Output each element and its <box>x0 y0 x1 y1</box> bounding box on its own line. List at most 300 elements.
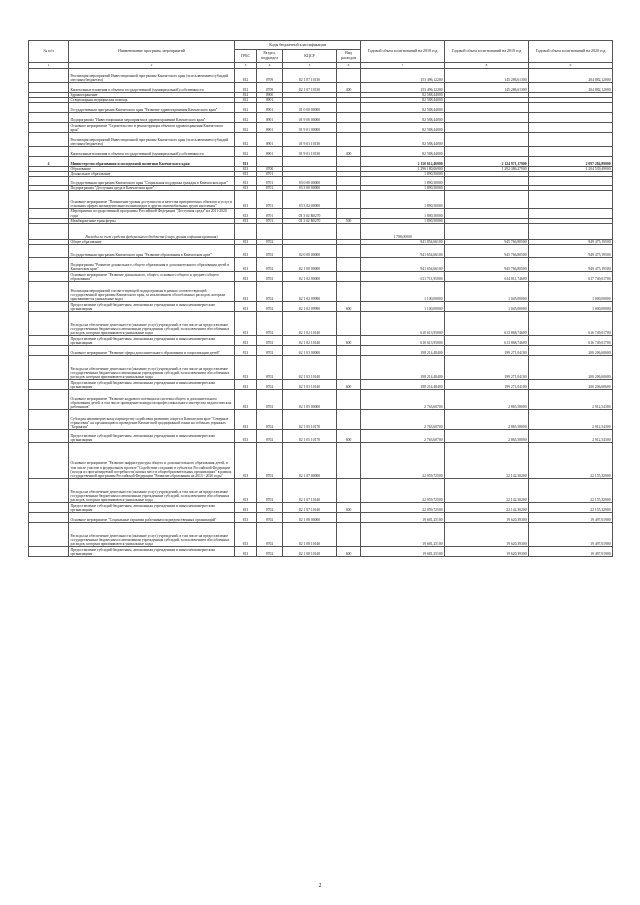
row-vr <box>337 113 361 123</box>
row-amount-2018: 153 496,12200 <box>361 83 445 93</box>
row-amount-2018: 610 613,95000 <box>361 335 445 345</box>
row-razdel: 0702 <box>257 546 283 556</box>
row-razdel: 0701 <box>257 218 283 223</box>
row-name: Основное мероприятие "Развитие дошкольного, общего, основного общего и среднего общего образования" <box>69 271 235 281</box>
row-razdel: 0702 <box>257 429 283 442</box>
row-number <box>29 257 69 271</box>
column-index-cell: 6 <box>337 63 361 69</box>
row-grbs: 812 <box>235 69 257 83</box>
row-amount-2020: 1 000,00000 <box>529 281 613 301</box>
row-amount-2019 <box>445 209 529 218</box>
row-amount-2019 <box>445 223 529 239</box>
row-vr: 600 <box>337 379 361 389</box>
row-number <box>29 546 69 556</box>
table-row <box>29 301 613 311</box>
row-amount-2019 <box>445 147 529 157</box>
row-razdel: 0702 <box>257 244 283 257</box>
row-vr: 600 <box>337 335 361 345</box>
row-number <box>29 442 69 478</box>
row-razdel: 0901 <box>257 133 283 147</box>
row-amount-2020 <box>529 123 613 133</box>
row-razdel: 0901 <box>257 123 283 133</box>
column-index-cell: 8 <box>445 63 529 69</box>
row-vr: 400 <box>337 83 361 93</box>
row-amount-2019: 613 868,74600 <box>445 311 529 335</box>
row-amount-2019: 22 142,30200 <box>445 478 529 502</box>
row-kcsr: 02 1 05 10170 <box>283 409 337 429</box>
row-vr: 400 <box>337 147 361 157</box>
row-vr <box>337 133 361 147</box>
row-razdel: 0709 <box>257 69 283 83</box>
table-body <box>29 63 613 557</box>
row-razdel: 0702 <box>257 442 283 478</box>
row-name: Предоставление субсидий бюджетным, автономным учреждениям и иным некоммерческим организациям <box>69 429 235 442</box>
row-amount-2018: 1 100,00000 <box>361 301 445 311</box>
row-name: Расходы на обеспечение деятельности (оказание услуг) учреждений, в том числе на предоставление государственным бюджетным и автономным учреждениям субсидий, за исключением обособленных расходов, которым присваиваются уникальные коды <box>69 355 235 379</box>
row-grbs: 813 <box>235 191 257 209</box>
table-row <box>29 69 613 83</box>
row-amount-2019: 2 865,58000 <box>445 429 529 442</box>
table-row <box>29 409 613 429</box>
row-amount-2020: 2 912,54300 <box>529 409 613 429</box>
row-kcsr: 02 0 00 00000 <box>283 244 337 257</box>
row-kcsr <box>283 157 337 167</box>
row-amount-2020 <box>529 113 613 123</box>
row-amount-2020: 204 882,12000 <box>529 69 613 83</box>
row-number <box>29 69 69 83</box>
row-razdel: 0709 <box>257 83 283 93</box>
row-name: Основное мероприятие "Повышение уровня доступности и качества приоритетных объектов и услуг в основных сферах жизнедеятельности инвалидов и других маломобильных групп населения" <box>69 191 235 209</box>
row-razdel: 0702 <box>257 478 283 502</box>
row-kcsr: 01 9 01 10130 <box>283 147 337 157</box>
row-amount-2018: 1 890,50000 <box>361 218 445 223</box>
table-row <box>29 335 613 345</box>
column-index-cell: 7 <box>361 63 445 69</box>
row-grbs: 813 <box>235 429 257 442</box>
row-razdel <box>257 223 283 239</box>
table-row <box>29 379 613 389</box>
row-razdel: 0900 <box>257 93 283 98</box>
row-kcsr: 02 1 08 10140 <box>283 546 337 556</box>
row-name: Капитальные вложения в объекты государственной (муниципальной) собственности <box>69 147 235 157</box>
row-amount-2018: 82 588,44000 <box>361 113 445 123</box>
row-amount-2019: 199 271,04100 <box>445 355 529 379</box>
row-grbs <box>235 223 257 239</box>
row-name: Межбюджетные трансферты <box>69 218 235 223</box>
row-kcsr: 03 0 00 00000 <box>283 177 337 186</box>
row-amount-2018: 22 059,72500 <box>361 478 445 502</box>
row-grbs: 813 <box>235 177 257 186</box>
row-name: Реализация мероприятий Инвестиционной программы Камчатского края (за исключением субсидий местным бюджетам) <box>69 69 235 83</box>
row-razdel: 0901 <box>257 147 283 157</box>
row-name: Расходы на обеспечение деятельности (оказание услуг) учреждений, в том числе на предоставление государственным бюджетным и автономным учреждениям субсидий, за исключением обособленных расходов, которым присваиваются уникальные коды <box>69 522 235 546</box>
row-amount-2018: 1 100,00000 <box>361 281 445 301</box>
row-name: Основное мероприятие "Развитие кадрового потенциала системы общего и дополнительного образования детей, в том числе проведение конкурсов профессионального мастерства педагогических работников" <box>69 389 235 409</box>
row-razdel: 0702 <box>257 512 283 522</box>
row-grbs: 813 <box>235 389 257 409</box>
row-amount-2019: 145 286,61300 <box>445 83 529 93</box>
row-razdel: 0702 <box>257 502 283 512</box>
row-amount-2019: 2 865,58000 <box>445 409 529 429</box>
row-razdel: 0901 <box>257 103 283 113</box>
row-grbs: 813 <box>235 409 257 429</box>
row-amount-2020: 22 155,32900 <box>529 502 613 512</box>
row-grbs: 813 <box>235 301 257 311</box>
row-amount-2018: 82 588,44000 <box>361 93 445 98</box>
table-row <box>29 113 613 123</box>
row-amount-2019: 22 142,30200 <box>445 502 529 512</box>
row-kcsr: 02 1 07 10130 <box>283 83 337 93</box>
row-amount-2019: 199 271,04100 <box>445 379 529 389</box>
row-number <box>29 177 69 186</box>
row-amount-2020: 2 097 284,89000 <box>529 157 613 167</box>
row-amount-2019: 613 868,74600 <box>445 335 529 345</box>
row-amount-2018: 82 588,44000 <box>361 103 445 113</box>
row-grbs: 812 <box>235 133 257 147</box>
table-row <box>29 389 613 409</box>
row-kcsr: 03 3 02 R0270 <box>283 218 337 223</box>
row-grbs: 812 <box>235 93 257 98</box>
row-vr <box>337 281 361 301</box>
row-kcsr: 02 1 03 00000 <box>283 345 337 355</box>
row-razdel: 0702 <box>257 522 283 546</box>
row-grbs: 812 <box>235 123 257 133</box>
row-name: Государственная программа Камчатского края "Социальная поддержка граждан в Камчатском крае" <box>69 177 235 186</box>
row-vr: 500 <box>337 218 361 223</box>
row-vr <box>337 311 361 335</box>
row-amount-2020: 1 000,00000 <box>529 301 613 311</box>
row-amount-2019: 1 045,00000 <box>445 281 529 301</box>
row-razdel: 0702 <box>257 239 283 244</box>
row-number <box>29 389 69 409</box>
table-row <box>29 355 613 379</box>
row-number <box>29 244 69 257</box>
row-amount-2020: 204 882,12000 <box>529 83 613 93</box>
row-vr <box>337 389 361 409</box>
row-grbs: 813 <box>235 522 257 546</box>
row-amount-2019: 2 865,58000 <box>445 389 529 409</box>
row-kcsr: 02 1 08 00000 <box>283 512 337 522</box>
row-vr <box>337 442 361 478</box>
row-amount-2020 <box>529 133 613 147</box>
row-amount-2018: 1 890,50000 <box>361 172 445 177</box>
table-row <box>29 442 613 478</box>
row-name: Расходы за счет средств федерального бюджета (сверх уровня софинансирования) <box>69 223 235 239</box>
row-amount-2018: 19 681,25100 <box>361 522 445 546</box>
row-name: Основное мероприятие "Развитие инфраструктуры общего и дополнительного образования детей, в том числе участие в федеральном проекте "Содействие созданию в субъектах Российской Федерации (исходя из прогнозируемой потребности) новых мест в общеобразовательных организациях" в рамках государственной программы Российской Федерации "Развитие образования на 2013 - 2020 годы" <box>69 442 235 478</box>
row-amount-2018: 1 890,50000 <box>361 177 445 186</box>
row-kcsr: 02 1 03 10140 <box>283 355 337 379</box>
row-name: Предоставление субсидий бюджетным, автономным учреждениям и иным некоммерческим организациям <box>69 335 235 345</box>
row-kcsr: 01 9 01 10130 <box>283 133 337 147</box>
row-grbs: 813 <box>235 257 257 271</box>
row-kcsr: 02 1 07 10130 <box>283 69 337 83</box>
row-name: Предоставление субсидий бюджетным, автономным учреждениям и иным некоммерческим организациям <box>69 301 235 311</box>
table-row <box>29 281 613 301</box>
row-amount-2018: 82 588,44000 <box>361 98 445 103</box>
row-amount-2019 <box>445 133 529 147</box>
row-number <box>29 335 69 345</box>
row-grbs: 813 <box>235 281 257 301</box>
row-grbs: 812 <box>235 103 257 113</box>
row-razdel: 0901 <box>257 98 283 103</box>
row-vr <box>337 69 361 83</box>
row-amount-2020: 2 912,54300 <box>529 389 613 409</box>
row-name: Общее образование <box>69 239 235 244</box>
row-amount-2018: 198 214,48400 <box>361 345 445 355</box>
table-row <box>29 512 613 522</box>
row-name: Министерство образования и молодежной политики Камчатского края <box>69 157 235 167</box>
column-index-cell: 9 <box>529 63 613 69</box>
row-razdel: 0702 <box>257 379 283 389</box>
row-amount-2020: 22 155,32900 <box>529 442 613 478</box>
row-razdel: 0702 <box>257 281 283 301</box>
row-amount-2020: 19 497,01900 <box>529 512 613 522</box>
row-amount-2018: 2 150 612,46900 <box>361 157 445 167</box>
row-amount-2019: 19 620,39300 <box>445 546 529 556</box>
table-row <box>29 133 613 147</box>
table-row <box>29 191 613 209</box>
header-2020: Годовой объем ассигнований на 2020 год <box>529 41 613 63</box>
row-amount-2020: 949 475,19500 <box>529 244 613 257</box>
row-kcsr: 02 1 03 10140 <box>283 379 337 389</box>
row-amount-2020: 949 475,19500 <box>529 239 613 244</box>
row-number <box>29 83 69 93</box>
table-row <box>29 157 613 167</box>
row-amount-2020: 2 912,54300 <box>529 429 613 442</box>
row-amount-2019 <box>445 123 529 133</box>
row-grbs: 813 <box>235 209 257 218</box>
row-name: Мероприятия государственной программы Российской Федерации "Доступная среда" на 2011-2020 годы <box>69 209 235 218</box>
row-name: Здравоохранение <box>69 93 235 98</box>
row-name: Расходы на обеспечение деятельности (оказание услуг) учреждений, в том числе на предоставление государственным бюджетным и автономным учреждениям субсидий, за исключением обособленных расходов, которым присваиваются уникальные коды <box>69 478 235 502</box>
row-amount-2020 <box>529 177 613 186</box>
row-amount-2018: 153 496,12200 <box>361 69 445 83</box>
table-row <box>29 502 613 512</box>
row-razdel: 0702 <box>257 389 283 409</box>
row-kcsr: 01 0 00 00000 <box>283 103 337 113</box>
row-amount-2018: 82 588,44000 <box>361 123 445 133</box>
row-number <box>29 123 69 133</box>
row-amount-2018: 941 854,66100 <box>361 239 445 244</box>
row-number <box>29 191 69 209</box>
row-amount-2018: 2 763,60700 <box>361 429 445 442</box>
table-row <box>29 311 613 335</box>
row-vr <box>337 123 361 133</box>
row-amount-2018: 941 654,66100 <box>361 257 445 271</box>
table-row <box>29 345 613 355</box>
row-vr: 600 <box>337 429 361 442</box>
row-vr <box>337 177 361 186</box>
row-amount-2020: 617 749,01700 <box>529 271 613 281</box>
row-name: Подпрограмма "Доступная среда в Камчатском крае" <box>69 186 235 191</box>
table-row <box>29 244 613 257</box>
row-amount-2019: 1 292 386,27900 <box>445 167 529 172</box>
row-amount-2020: 1 204 539,49000 <box>529 167 613 172</box>
row-amount-2019: 22 142,30200 <box>445 442 529 478</box>
table-row <box>29 429 613 442</box>
row-grbs: 813 <box>235 311 257 335</box>
row-number <box>29 281 69 301</box>
row-name: Реализация мероприятий Инвестиционной программы Камчатского края (за исключением субсидий местным бюджетам) <box>69 133 235 147</box>
row-number <box>29 113 69 123</box>
row-grbs: 813 <box>235 335 257 345</box>
row-grbs: 812 <box>235 147 257 157</box>
row-grbs: 813 <box>235 478 257 502</box>
row-amount-2019: 945 766,80500 <box>445 257 529 271</box>
row-kcsr <box>283 223 337 239</box>
row-amount-2019: 19 620,39300 <box>445 512 529 522</box>
row-number <box>29 209 69 218</box>
row-name: Государственная программа Камчатского края "Развитие здравоохранения Камчатского края" <box>69 103 235 113</box>
table-row <box>29 546 613 556</box>
row-number <box>29 311 69 335</box>
row-amount-2018: 1 798,00000 <box>361 223 445 239</box>
row-number: 4 <box>29 157 69 167</box>
row-razdel: 0702 <box>257 271 283 281</box>
row-amount-2019: 2 124 971,17900 <box>445 157 529 167</box>
row-name: Капитальные вложения в объекты государственной (муниципальной) собственности <box>69 83 235 93</box>
row-grbs: 813 <box>235 186 257 191</box>
row-kcsr: 02 1 07 00000 <box>283 442 337 478</box>
row-kcsr: 01 9 00 00000 <box>283 113 337 123</box>
column-index-cell: 4 <box>257 63 283 69</box>
row-number <box>29 345 69 355</box>
page-number: 2 <box>318 883 322 889</box>
row-amount-2020: 19 497,01900 <box>529 546 613 556</box>
row-razdel: 0701 <box>257 209 283 218</box>
row-amount-2019: 945 766,80500 <box>445 239 529 244</box>
row-vr <box>337 355 361 379</box>
row-amount-2018: 1 890,50000 <box>361 191 445 209</box>
row-razdel: 0702 <box>257 301 283 311</box>
row-kcsr: 02 1 05 00000 <box>283 389 337 409</box>
row-amount-2019: 945 766,80500 <box>445 244 529 257</box>
row-grbs: 813 <box>235 379 257 389</box>
row-amount-2020: 616 749,01700 <box>529 311 613 335</box>
table-row <box>29 223 613 239</box>
row-amount-2020: 200 206,60600 <box>529 379 613 389</box>
row-kcsr: 02 1 02 10140 <box>283 311 337 335</box>
row-amount-2018: 82 588,44000 <box>361 147 445 157</box>
row-amount-2018: 22 059,72500 <box>361 442 445 478</box>
row-name: Субсидия некоммерческому партнерству содействия развитию спорта в Камчатском крае "Северные странствия" на организацию и проведение Камчатской традиционной гонки на собачьих упряжках "Берингия" <box>69 409 235 429</box>
row-amount-2018: 198 214,48400 <box>361 355 445 379</box>
row-kcsr: 03 3 00 00000 <box>283 186 337 191</box>
row-grbs: 813 <box>235 345 257 355</box>
row-kcsr: 01 9 01 00000 <box>283 123 337 133</box>
row-name: Подпрограмма "Развитие дошкольного, общего образования и дополнительного образования детей в Камчатском крае" <box>69 257 235 271</box>
row-amount-2018: 941 654,66100 <box>361 244 445 257</box>
row-razdel: 0702 <box>257 311 283 335</box>
row-number <box>29 271 69 281</box>
table-row <box>29 103 613 113</box>
row-number <box>29 133 69 147</box>
row-grbs: 813 <box>235 172 257 177</box>
row-name: Предоставление субсидий бюджетным, автономным учреждениям и иным некоммерческим организациям <box>69 502 235 512</box>
row-amount-2018: 19 681,25100 <box>361 512 445 522</box>
row-razdel: 0701 <box>257 186 283 191</box>
row-number <box>29 379 69 389</box>
row-grbs: 813 <box>235 512 257 522</box>
row-amount-2020: 616 749,01700 <box>529 335 613 345</box>
table-row <box>29 123 613 133</box>
row-kcsr: 02 1 07 10140 <box>283 502 337 512</box>
row-vr <box>337 271 361 281</box>
table-row <box>29 478 613 502</box>
row-kcsr: 02 1 05 10170 <box>283 429 337 442</box>
row-razdel: 0701 <box>257 172 283 177</box>
row-razdel: 0701 <box>257 191 283 209</box>
row-name: Реализация мероприятий соответствующей подпрограммы в рамках соответствующей государственной программы Камчатского края, за исключением обособленных расходов, которым присваиваются уникальные коды <box>69 281 235 301</box>
row-amount-2019: 145 286,61300 <box>445 69 529 83</box>
row-kcsr: 02 1 08 10140 <box>283 522 337 546</box>
row-amount-2018: 2 763,60700 <box>361 409 445 429</box>
row-amount-2020: 22 155,32900 <box>529 478 613 502</box>
row-number <box>29 522 69 546</box>
row-name: Дошкольное образование <box>69 172 235 177</box>
row-vr: 600 <box>337 502 361 512</box>
table-row <box>29 522 613 546</box>
row-razdel: 0702 <box>257 355 283 379</box>
row-razdel: 0701 <box>257 177 283 186</box>
row-amount-2018: 22 059,72500 <box>361 502 445 512</box>
row-number <box>29 223 69 239</box>
row-name: Стационарная медицинская помощь <box>69 98 235 103</box>
header-2019: Годовой объем ассигнований на 2019 год <box>445 41 529 63</box>
table-row <box>29 83 613 93</box>
row-razdel: 0702 <box>257 335 283 345</box>
row-amount-2020: 200 206,60600 <box>529 355 613 379</box>
column-index-cell: 5 <box>283 63 337 69</box>
row-amount-2018: 2 763,60700 <box>361 389 445 409</box>
row-grbs: 813 <box>235 157 257 167</box>
row-name: Расходы на обеспечение деятельности (оказание услуг) учреждений, в том числе на предоставление государственным бюджетным и автономным учреждениям субсидий, за исключением обособленных расходов, которым присваиваются уникальные коды <box>69 311 235 335</box>
row-name: Основное мероприятие "Развитие сферы дополнительного образования и социализации детей" <box>69 345 235 355</box>
row-vr <box>337 209 361 218</box>
row-vr: 600 <box>337 546 361 556</box>
row-kcsr: 03 3 02 R0270 <box>283 209 337 218</box>
column-index-cell: 1 <box>29 63 69 69</box>
row-amount-2019 <box>445 191 529 209</box>
row-razdel: 0702 <box>257 345 283 355</box>
row-vr <box>337 244 361 257</box>
row-kcsr: 02 1 02 00000 <box>283 271 337 281</box>
row-amount-2020 <box>529 191 613 209</box>
header-name: Наименование программ, мероприятий <box>69 41 235 63</box>
row-vr <box>337 478 361 502</box>
row-amount-2019: 199 271,04100 <box>445 345 529 355</box>
row-amount-2019 <box>445 103 529 113</box>
row-amount-2019 <box>445 113 529 123</box>
row-number <box>29 409 69 429</box>
row-razdel: 0901 <box>257 113 283 123</box>
row-amount-2020: 19 497,01900 <box>529 522 613 546</box>
row-grbs: 813 <box>235 271 257 281</box>
row-vr <box>337 191 361 209</box>
row-vr <box>337 157 361 167</box>
row-amount-2018: 82 588,44000 <box>361 133 445 147</box>
table-row <box>29 147 613 157</box>
row-vr <box>337 522 361 546</box>
row-razdel: 0702 <box>257 409 283 429</box>
row-amount-2019 <box>445 177 529 186</box>
row-amount-2020 <box>529 147 613 157</box>
row-amount-2018: 1 296 180,06900 <box>361 167 445 172</box>
header-vr: Вид расходов <box>337 50 361 63</box>
row-razdel: 0702 <box>257 257 283 271</box>
row-number <box>29 512 69 522</box>
